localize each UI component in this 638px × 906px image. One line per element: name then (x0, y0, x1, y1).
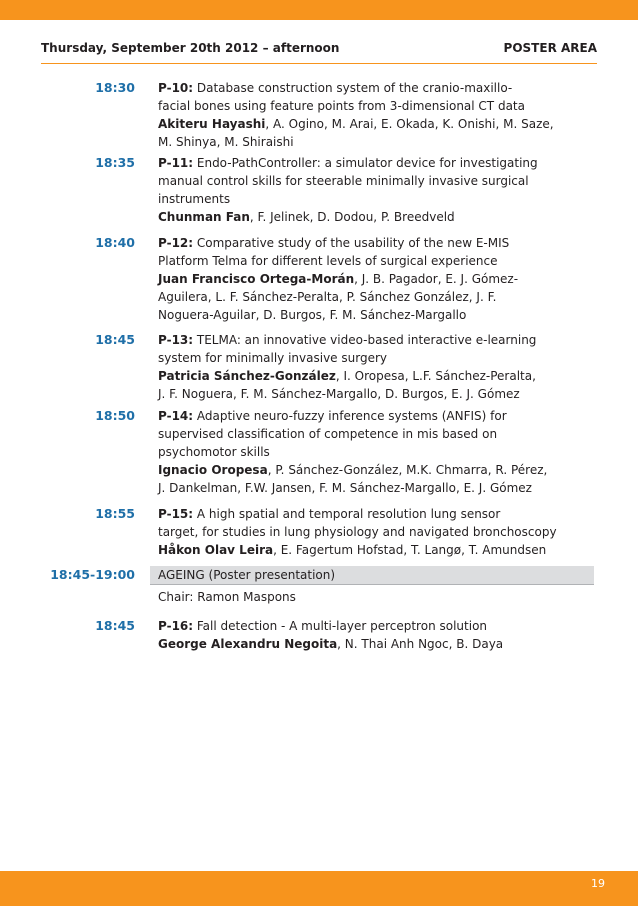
entry-time: 18:35 (95, 155, 135, 170)
entry-title: Comparative study of the usability of the new E-MIS (193, 236, 510, 250)
entry-code: P-15: (158, 507, 194, 521)
page-header (41, 41, 597, 61)
entry-title: instruments (158, 192, 231, 206)
entry-time: 18:50 (95, 408, 135, 423)
entry-time: 18:40 (95, 235, 135, 250)
entry-authors: J. F. Noguera, F. M. Sánchez-Margallo, D. Burgos, E. J. Gómez (158, 387, 520, 401)
entry-authors: , J. B. Pagador, E. J. Gómez- (354, 272, 519, 286)
session-chair (158, 588, 596, 606)
entry-text (158, 617, 596, 653)
entry-presenter: Patricia Sánchez-González (158, 369, 336, 383)
entry-presenter: Ignacio Oropesa (158, 463, 268, 477)
bottom-orange-band (0, 871, 638, 906)
entry-title: A high spatial and temporal resolution lung sensor (193, 507, 501, 521)
entry-authors: , P. Sánchez-González, M.K. Chmarra, R. Pérez, (267, 463, 548, 477)
entry-authors: J. Dankelman, F.W. Jansen, F. M. Sánchez-Margallo, E. J. Gómez (158, 481, 532, 495)
entry-presenter: Chunman Fan (158, 210, 250, 224)
entry-code: P-11: (158, 156, 194, 170)
page-number: 19 (591, 877, 605, 890)
entry-title: supervised classification of competence in mis based on (158, 427, 498, 441)
entry-authors: M. Shinya, M. Shiraishi (158, 135, 294, 149)
entry-text (158, 331, 596, 403)
entry-title: Database construction system of the cranio-maxillo- (193, 81, 513, 95)
entry-title: system for minimally invasive surgery (158, 351, 387, 365)
entry-code: P-14: (158, 409, 194, 423)
entry-presenter: Akiteru Hayashi (158, 117, 266, 131)
entry-code: P-16: (158, 619, 194, 633)
entry-time: 18:55 (95, 506, 135, 521)
entry-title: Adaptive neuro-fuzzy inference systems (ANFIS) for (193, 409, 507, 423)
entry-title: target, for studies in lung physiology and navigated bronchoscopy (158, 525, 557, 539)
entry-authors: , F. Jelinek, D. Dodou, P. Breedveld (249, 210, 455, 224)
session-title-bar (150, 566, 594, 585)
entry-authors: , A. Ogino, M. Arai, E. Okada, K. Onishi, M. Saze, (265, 117, 554, 131)
session-chair-text: Chair: Ramon Maspons (158, 590, 296, 604)
entry-time: 18:30 (95, 80, 135, 95)
entry-authors: Noguera-Aguilar, D. Burgos, F. M. Sánchez-Margallo (158, 308, 467, 322)
entry-title: facial bones using feature points from 3-dimensional CT data (158, 99, 525, 113)
entry-authors: , N. Thai Anh Ngoc, B. Daya (337, 637, 504, 651)
session-time: 18:45-19:00 (50, 567, 135, 582)
session-title: AGEING (Poster presentation) (158, 568, 336, 582)
header-date: Thursday, September 20th 2012 – afternoon (41, 41, 340, 55)
entry-time: 18:45 (95, 332, 135, 347)
entry-title: Fall detection - A multi-layer perceptron solution (193, 619, 488, 633)
entry-authors: , I. Oropesa, L.F. Sánchez-Peralta, (335, 369, 536, 383)
entry-title: Platform Telma for different levels of surgical experience (158, 254, 498, 268)
entry-title: Endo-PathController: a simulator device for investigating (193, 156, 538, 170)
entry-time: 18:45 (95, 618, 135, 633)
entry-text (158, 407, 596, 497)
header-section: POSTER AREA (503, 41, 597, 55)
entry-presenter: Håkon Olav Leira (158, 543, 274, 557)
entry-authors: Aguilera, L. F. Sánchez-Peralta, P. Sánchez González, J. F. (158, 290, 497, 304)
entry-text (158, 79, 596, 151)
top-orange-band (0, 0, 638, 20)
entry-text (158, 234, 596, 324)
entry-title: psychomotor skills (158, 445, 270, 459)
entry-presenter: Juan Francisco Ortega-Morán (158, 272, 355, 286)
entry-code: P-10: (158, 81, 194, 95)
entry-title: manual control skills for steerable minimally invasive surgical (158, 174, 529, 188)
entry-text (158, 154, 596, 226)
entry-code: P-13: (158, 333, 194, 347)
entry-text (158, 505, 596, 559)
entry-authors: , E. Fagertum Hofstad, T. Langø, T. Amundsen (273, 543, 547, 557)
entry-presenter: George Alexandru Negoita (158, 637, 338, 651)
header-divider (41, 63, 597, 64)
entry-title: TELMA: an innovative video-based interactive e-learning (193, 333, 537, 347)
entry-code: P-12: (158, 236, 194, 250)
